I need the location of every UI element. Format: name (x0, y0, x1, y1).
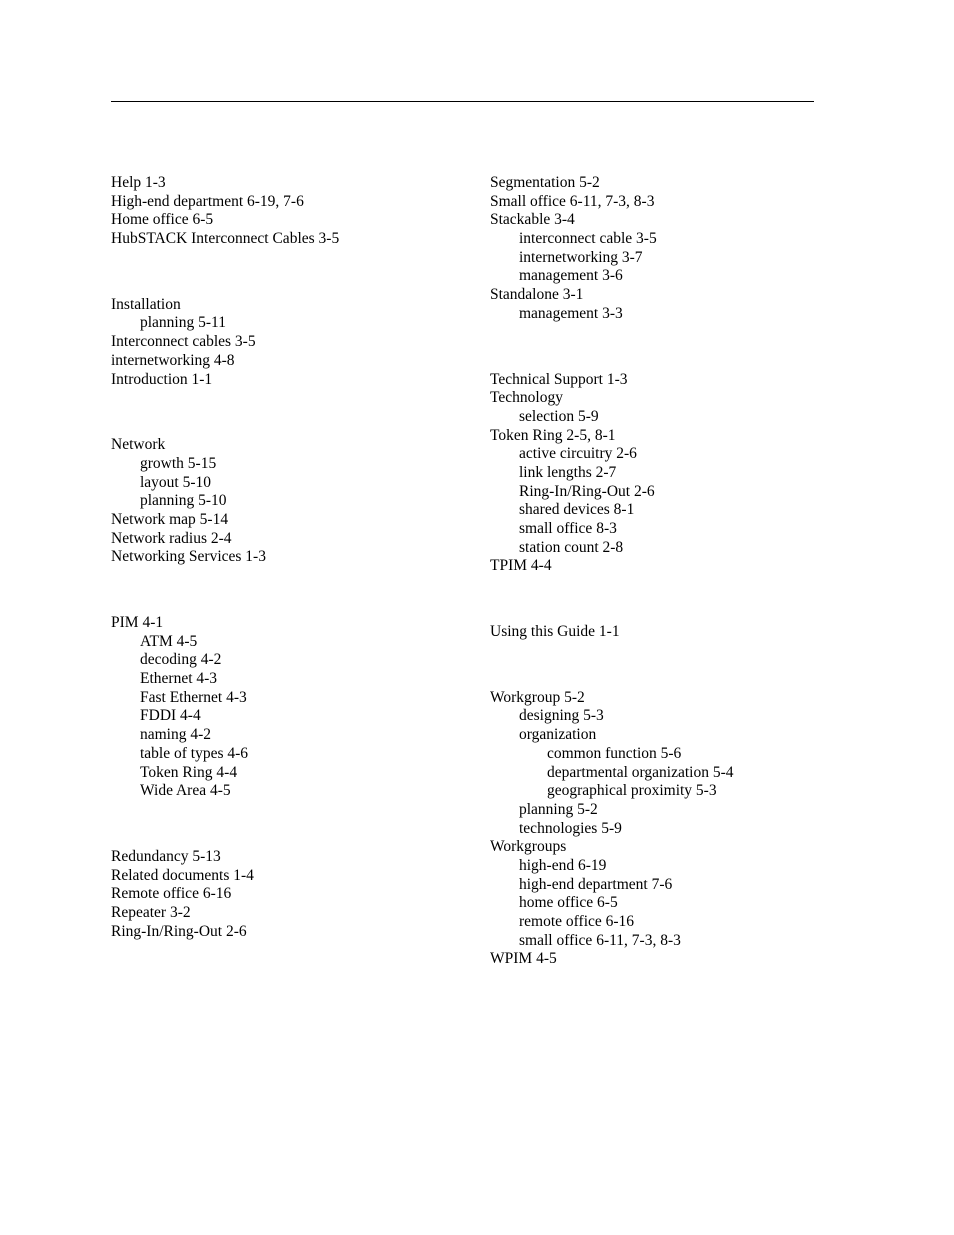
index-subentry: home office 6-5 (519, 894, 618, 912)
index-subentry: ATM 4-5 (140, 632, 198, 650)
index-entry: WPIM 4-5 (490, 950, 557, 968)
index-column-right (490, 174, 850, 969)
index-subentry: internetworking 3-7 (519, 248, 643, 266)
header-rule (111, 101, 814, 102)
index-subentry: growth 5-15 (140, 454, 217, 472)
index-subentry: naming 4-2 (140, 726, 212, 744)
index-entry: Technology (490, 389, 563, 407)
index-subentry: selection 5-9 (519, 407, 599, 425)
index-subentry: departmental organization 5-4 (547, 763, 734, 781)
index-entry: TPIM 4-4 (490, 557, 552, 575)
index-subentry: link lengths 2-7 (519, 463, 617, 481)
index-entry: Redundancy 5-13 (111, 847, 221, 865)
index-entry: Repeater 3-2 (111, 903, 191, 921)
index-subentry: interconnect cable 3-5 (519, 230, 657, 248)
index-entry: Workgroups (490, 838, 567, 856)
index-entry: Segmentation 5-2 (490, 174, 600, 191)
index-entry: Remote office 6-16 (111, 885, 232, 903)
index-entry: Help 1-3 (111, 174, 166, 191)
index-entry: Technical Support 1-3 (490, 370, 628, 388)
index-entry: Installation (111, 295, 181, 313)
index-subentry: remote office 6-16 (519, 913, 635, 930)
index-subentry: small office 8-3 (519, 520, 617, 537)
index-entry: HubSTACK Interconnect Cables 3-5 (111, 230, 340, 248)
index-subentry: layout 5-10 (140, 473, 212, 491)
index-subentry: Fast Ethernet 4-3 (140, 688, 247, 706)
index-subentry: Wide Area 4-5 (140, 782, 231, 800)
index-subentry: planning 5-11 (140, 314, 226, 332)
index-entry: Networking Services 1-3 (111, 548, 266, 566)
index-subentry: Token Ring 4-4 (140, 763, 238, 781)
index-subentry: table of types 4-6 (140, 744, 249, 762)
index-subentry: decoding 4-2 (140, 651, 222, 669)
index-subentry: planning 5-10 (140, 492, 227, 510)
index-subentry: active circuitry 2-6 (519, 445, 637, 463)
index-entry: Network (111, 436, 166, 454)
index-entry: Standalone 3-1 (490, 286, 584, 304)
index-entry: Related documents 1-4 (111, 866, 254, 884)
index-subentry: station count 2-8 (519, 538, 624, 556)
index-subentry: management 3-3 (519, 304, 623, 322)
index-entry: Using this Guide 1-1 (490, 623, 620, 641)
index-section-gap (111, 567, 471, 614)
index-entry: Home office 6-5 (111, 211, 214, 229)
index-subentry: FDDI 4-4 (140, 707, 201, 725)
index-subentry: technologies 5-9 (519, 819, 622, 837)
index-subentry: organization (519, 726, 597, 744)
index-subentry: high-end department 7-6 (519, 875, 673, 893)
index-subentry: common function 5-6 (547, 744, 682, 762)
index-subentry: planning 5-2 (519, 800, 598, 818)
index-entry: Interconnect cables 3-5 (111, 333, 256, 351)
index-entry: Network map 5-14 (111, 510, 229, 528)
index-subentry: management 3-6 (519, 267, 623, 285)
index-column-left (111, 174, 471, 941)
index-section-gap (490, 324, 850, 371)
index-entry: High-end department 6-19, 7-6 (111, 192, 304, 210)
index-entry: Small office 6-11, 7-3, 8-3 (490, 192, 655, 210)
index-entry: Network radius 2-4 (111, 529, 232, 547)
index-subentry: Ring-In/Ring-Out 2-6 (519, 482, 655, 500)
index-entry: Ring-In/Ring-Out 2-6 (111, 922, 247, 940)
index-subentry: geographical proximity 5-3 (547, 782, 717, 800)
index-entry: PIM 4-1 (111, 614, 164, 631)
index-entry: Introduction 1-1 (111, 370, 213, 388)
index-subentry: small office 6-11, 7-3, 8-3 (519, 931, 681, 949)
index-subentry: high-end 6-19 (519, 856, 607, 874)
index-entry: internetworking 4-8 (111, 351, 235, 369)
index-section-gap (490, 642, 850, 689)
index-entry: Token Ring 2-5, 8-1 (490, 426, 616, 444)
index-entry: Stackable 3-4 (490, 211, 575, 229)
index-section-gap (111, 801, 471, 848)
index-entry: Workgroup 5-2 (490, 688, 585, 706)
index-section-gap (490, 576, 850, 623)
index-section-gap (111, 249, 471, 296)
index-subentry: designing 5-3 (519, 707, 604, 725)
index-subentry: shared devices 8-1 (519, 501, 635, 519)
index-section-gap (111, 389, 471, 436)
index-subentry: Ethernet 4-3 (140, 670, 218, 688)
